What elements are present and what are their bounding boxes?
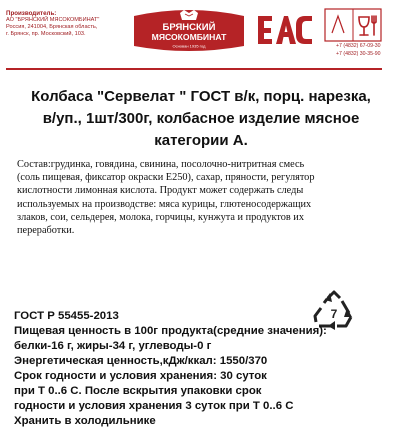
composition-line: Состав:грудинка, говядина, свинина, посолочно-нитритная смесь (17, 159, 305, 170)
eac-mark (256, 12, 314, 48)
small-mark-icon (332, 16, 344, 33)
shelf-life-line: Срок годности и условия хранения: 30 суток (14, 370, 267, 382)
product-title-line: в/уп., 1шт/300г, колбасное изделие мясное (42, 110, 360, 127)
logo-line-2: МЯСОКОМБИНАТ (151, 32, 227, 42)
nutrition-heading: Пищевая ценность в 100г продукта(средние значения): (14, 325, 327, 337)
phone-number: +7 (4832) 30-35-90 (336, 50, 381, 57)
phones (336, 43, 381, 58)
logo-line-1: БРЯНСКИЙ (162, 22, 216, 33)
bryansk-meat-plant-logo (130, 8, 248, 52)
producer-address-line: Россия, 241004, Брянская область, (6, 24, 98, 30)
producer-name: АО "БРЯНСКИЙ МЯСОКОМБИНАТ" (6, 17, 100, 23)
composition-line: переработки. (17, 224, 75, 236)
specification-block (14, 309, 402, 432)
product-title (14, 86, 388, 152)
shelf-life-line: годности и условия хранения 3 суток при Т 0..6 С (14, 400, 294, 412)
composition-line: (соль пищевая, фиксатор окраски Е250), сахар, пряности, регулятор (17, 172, 315, 184)
composition-line: используемых на производстве: мяса курицы, глютеносодержащих (17, 198, 312, 210)
producer-info (6, 10, 114, 38)
nutrition-values: белки-16 г, жиры-34 г, углеводы-0 г (14, 340, 212, 352)
producer-address-line: г. Брянск, пр. Московский, 103. (6, 31, 86, 37)
producer-header-band (6, 6, 382, 70)
recycle-number: 7 (330, 307, 338, 321)
product-title-line: категории А. (154, 132, 248, 149)
logo-since: Основан 1935 год (172, 43, 206, 49)
composition-line: злаков, сои, сельдерея, молока, горчицы, кунжута и продуктов их (17, 211, 304, 223)
phone-number: +7 (4832) 67-09-30 (336, 43, 381, 49)
composition-line: кислотности лимонная кислота. Продукт может содержать следы (17, 185, 304, 197)
energy-value: Энергетическая ценность,кДж/ккал: 1550/370 (14, 355, 268, 367)
composition-text (17, 158, 371, 250)
gost-number: ГОСТ Р 55455-2013 (14, 310, 119, 322)
shelf-life-line: при Т 0..6 С. После вскрытия упаковки срок (14, 385, 262, 397)
storage-line: Хранить в холодильнике (14, 415, 156, 427)
wineglass-fork-food-contact-icon (359, 16, 376, 35)
product-title-line: Колбаса "Сервелат " ГОСТ в/к, порц. нарезка, (31, 88, 371, 105)
producer-label: Производитель: (6, 10, 57, 17)
